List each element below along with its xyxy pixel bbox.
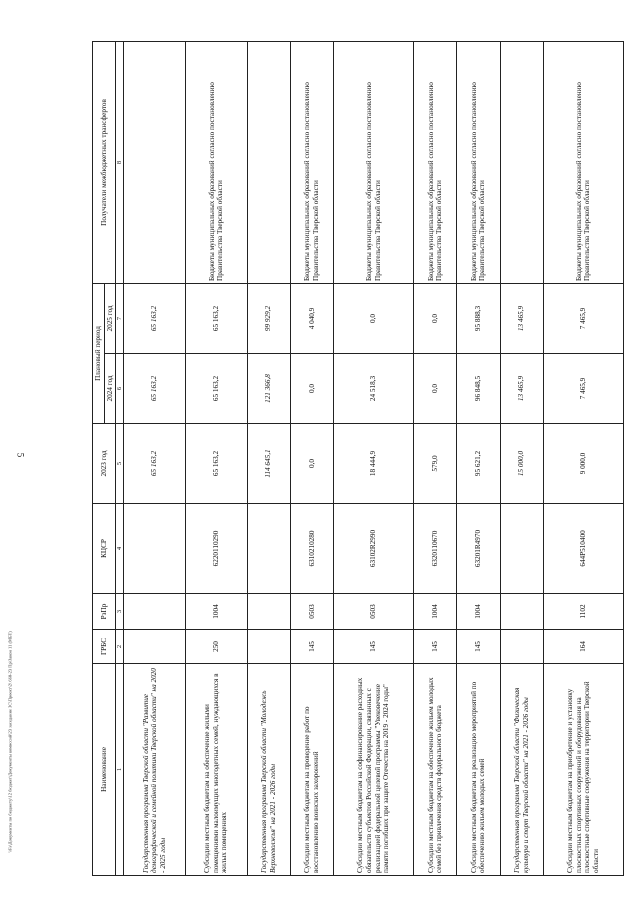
row-2025: 4 040,9 bbox=[290, 283, 333, 353]
row-2024: 0,0 bbox=[414, 354, 457, 424]
row-name: Государственная программа Тверской области "Развитие демографической и семейной политики Тверской области" на 2020 - 2025 годы bbox=[124, 664, 186, 876]
row-2023: 65 163,2 bbox=[124, 424, 186, 504]
row-kcsr bbox=[500, 504, 543, 594]
row-2023: 15 000,0 bbox=[500, 424, 543, 504]
row-rzpr: 1004 bbox=[185, 594, 247, 630]
row-kcsr bbox=[124, 504, 186, 594]
row-name: Субсидии местным бюджетам на реализацию мероприятий по обеспечению жильем молодых семей bbox=[457, 664, 500, 876]
row-2025: 95 888,3 bbox=[457, 283, 500, 353]
row-rzpr bbox=[247, 594, 290, 630]
row-rzpr: 1102 bbox=[543, 594, 623, 630]
column-number: 5 bbox=[116, 424, 124, 504]
row-grbs bbox=[247, 630, 290, 664]
table-row bbox=[124, 41, 186, 875]
row-rzpr: 1004 bbox=[414, 594, 457, 630]
table-row bbox=[414, 41, 457, 875]
row-2024: 7 465,9 bbox=[543, 354, 623, 424]
column-number: 8 bbox=[116, 41, 124, 283]
header-2025: 2025 год bbox=[104, 283, 116, 353]
row-recipients bbox=[124, 41, 186, 283]
row-2023: 18 444,9 bbox=[334, 424, 414, 504]
row-kcsr: 644P510400 bbox=[543, 504, 623, 594]
header-name: Наименование bbox=[93, 664, 116, 876]
table-row bbox=[247, 41, 290, 875]
row-grbs bbox=[124, 630, 186, 664]
row-2023: 114 645,1 bbox=[247, 424, 290, 504]
table-header bbox=[93, 41, 124, 875]
header-grbs: ГРБС bbox=[93, 630, 116, 664]
table-row bbox=[457, 41, 500, 875]
row-name: Субсидии местным бюджетам на обеспечение жилыми помещениями малоимущих многодетных семей, нуждающихся в жилых помещениях bbox=[185, 664, 247, 876]
table-row bbox=[185, 41, 247, 875]
row-recipients: Бюджеты муниципальных образований согласно постановлению Правительства Тверской области bbox=[457, 41, 500, 283]
row-grbs: 250 bbox=[185, 630, 247, 664]
row-2024: 24 518,3 bbox=[334, 354, 414, 424]
row-2025: 65 163,2 bbox=[124, 283, 186, 353]
row-2025: 99 929,2 bbox=[247, 283, 290, 353]
row-2025: 0,0 bbox=[414, 283, 457, 353]
row-grbs: 145 bbox=[334, 630, 414, 664]
row-2024: 65 163,2 bbox=[124, 354, 186, 424]
row-2025: 0,0 bbox=[334, 283, 414, 353]
row-grbs: 164 bbox=[543, 630, 623, 664]
row-rzpr: 0503 bbox=[290, 594, 333, 630]
column-number: 2 bbox=[116, 630, 124, 664]
table-row bbox=[334, 41, 414, 875]
row-rzpr: 1004 bbox=[457, 594, 500, 630]
row-grbs: 145 bbox=[414, 630, 457, 664]
row-name: Субсидии местным бюджетам на обеспечение жильем молодых семей без привлечения средств федерального бюджета bbox=[414, 664, 457, 876]
row-2025: 13 465,9 bbox=[500, 283, 543, 353]
column-number: 4 bbox=[116, 504, 124, 594]
row-recipients: Бюджеты муниципальных образований согласно постановлению Правительства Тверской области bbox=[185, 41, 247, 283]
row-recipients: Бюджеты муниципальных образований согласно постановлению Правительства Тверской области bbox=[290, 41, 333, 283]
row-2023: 0,0 bbox=[290, 424, 333, 504]
row-name: Государственная программа Тверской области "Молодежь Верхневолжья" на 2021 - 2026 годы bbox=[247, 664, 290, 876]
row-2023: 579,0 bbox=[414, 424, 457, 504]
row-2025: 65 163,2 bbox=[185, 283, 247, 353]
row-2024: 121 366,8 bbox=[247, 354, 290, 424]
row-recipients bbox=[500, 41, 543, 283]
row-2023: 65 163,2 bbox=[185, 424, 247, 504]
table-row bbox=[290, 41, 333, 875]
row-recipients: Бюджеты муниципальных образований согласно постановлению Правительства Тверской области bbox=[334, 41, 414, 283]
file-path-footer: \\Fs\Документы по бюджету\12 бюджет\Документы комиссий\23 заседание ЗС\Проект\2\ 660-23 Пр\Закон 11 (МБТ) bbox=[7, 631, 13, 853]
header-rzpr: РзПр bbox=[93, 594, 116, 630]
row-grbs bbox=[500, 630, 543, 664]
row-recipients: Бюджеты муниципальных образований согласно постановлению Правительства Тверской области bbox=[414, 41, 457, 283]
row-2024: 0,0 bbox=[290, 354, 333, 424]
row-name: Субсидии местным бюджетам на проведение работ по восстановлению воинских захоронений bbox=[290, 664, 333, 876]
row-2023: 9 000,0 bbox=[543, 424, 623, 504]
row-2024: 96 848,5 bbox=[457, 354, 500, 424]
column-number: 7 bbox=[116, 283, 124, 353]
table-row bbox=[543, 41, 623, 875]
row-rzpr bbox=[500, 594, 543, 630]
column-number: 6 bbox=[116, 354, 124, 424]
table-body bbox=[124, 41, 624, 875]
row-recipients: Бюджеты муниципальных образований согласно постановлению Правительства Тверской области bbox=[543, 41, 623, 283]
row-kcsr: 63201R4970 bbox=[457, 504, 500, 594]
row-2024: 13 465,9 bbox=[500, 354, 543, 424]
transfers-table bbox=[92, 41, 624, 876]
header-2024: 2024 год bbox=[104, 354, 116, 424]
column-number: 3 bbox=[116, 594, 124, 630]
row-kcsr: 6310210280 bbox=[290, 504, 333, 594]
row-recipients bbox=[247, 41, 290, 283]
header-planned-period: Плановый период bbox=[93, 283, 105, 423]
header-2023: 2023 год bbox=[93, 424, 116, 504]
table-row bbox=[500, 41, 543, 875]
rotated-table-container bbox=[92, 42, 624, 876]
row-kcsr: 6220110290 bbox=[185, 504, 247, 594]
column-number-row bbox=[116, 41, 124, 875]
row-kcsr: 63102R2990 bbox=[334, 504, 414, 594]
row-rzpr: 0503 bbox=[334, 594, 414, 630]
header-kcsr: КЦСР bbox=[93, 504, 116, 594]
header-recipients: Получатели межбюджетных трансфертов bbox=[93, 41, 116, 283]
row-name: Субсидии местным бюджетам на приобретение и установку плоскостных спортивных сооружений и оборудования на плоскостные спортивные сооружения на территории Тверской области bbox=[543, 664, 623, 876]
row-kcsr: 6320110670 bbox=[414, 504, 457, 594]
row-name: Государственная программа Тверской области "Физическая культура и спорт Тверской области" на 2021 - 2026 годы bbox=[500, 664, 543, 876]
row-name: Субсидии местным бюджетам на софинансирование расходных обязательств субъектов Российской Федерации, связанных с реализацией федеральной целевой программы "Увековечение памяти погибших при защите Отечества на 2019 - 2024 годы" bbox=[334, 664, 414, 876]
row-2024: 65 163,2 bbox=[185, 354, 247, 424]
row-kcsr bbox=[247, 504, 290, 594]
page-number: 5 bbox=[15, 452, 26, 458]
row-grbs: 145 bbox=[290, 630, 333, 664]
row-rzpr bbox=[124, 594, 186, 630]
row-2025: 7 465,9 bbox=[543, 283, 623, 353]
column-number: 1 bbox=[116, 664, 124, 876]
row-grbs: 145 bbox=[457, 630, 500, 664]
row-2023: 95 621,2 bbox=[457, 424, 500, 504]
